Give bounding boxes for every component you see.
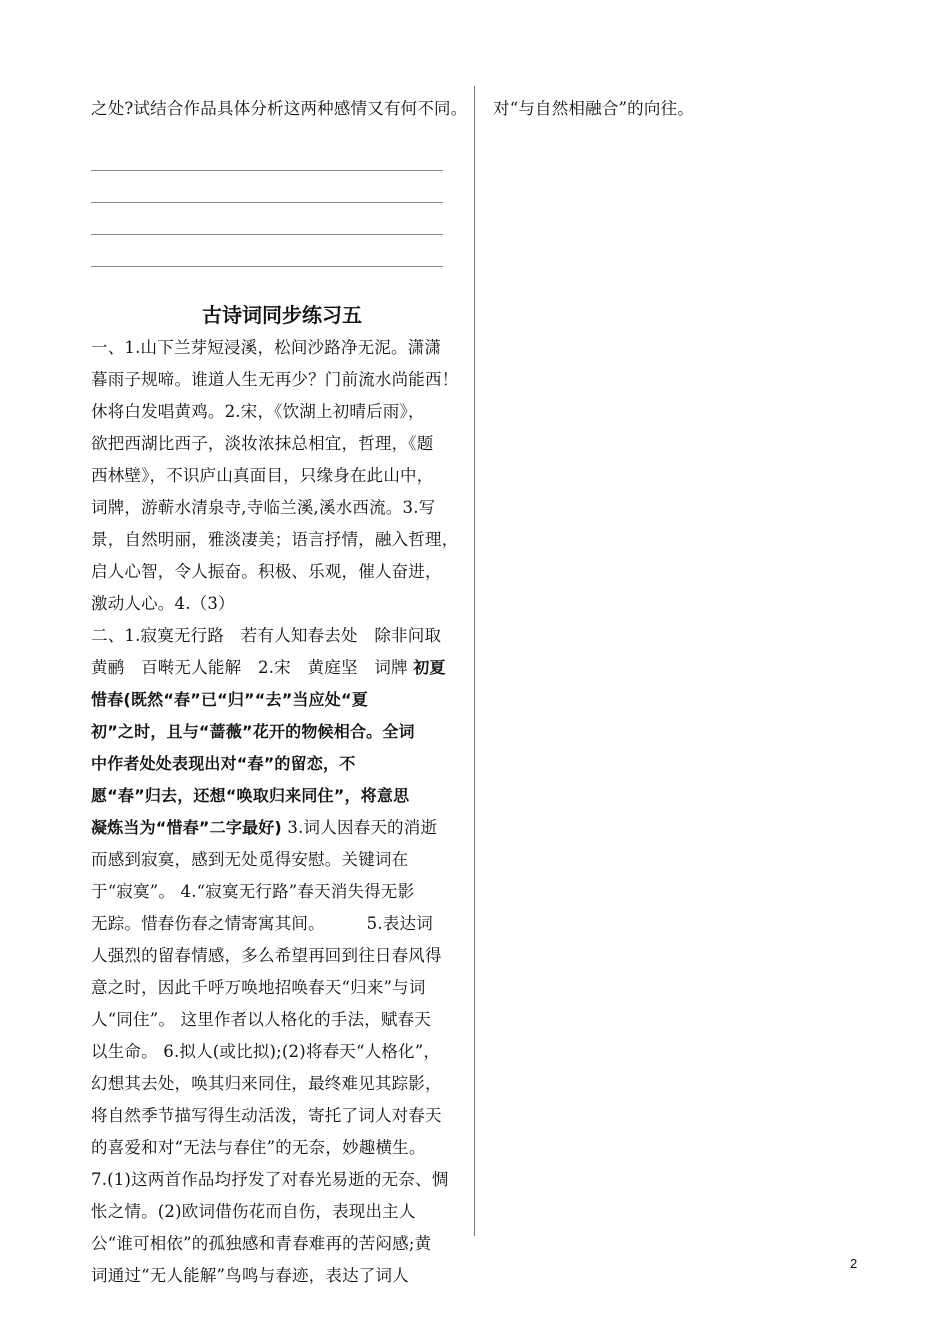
- left-column: [91, 93, 473, 1292]
- answer-line: [91, 234, 443, 235]
- answer-text-line: [91, 844, 473, 876]
- text-segment: 激动人心。4.（3）: [91, 594, 235, 613]
- answer-line: [91, 170, 443, 171]
- answer-text-line: [91, 780, 473, 812]
- text-segment: 二、1.寂寞无行路 若有人知春去处 除非问取: [91, 626, 442, 645]
- answer-text-line: [91, 524, 473, 556]
- answer-text-line: [91, 1260, 473, 1292]
- text-segment: 7.(1)这两首作品均抒发了对春光易逝的无奈、惆: [91, 1170, 449, 1189]
- answer-text-line: [91, 652, 473, 684]
- answer-line: [91, 266, 443, 267]
- text-segment: 休将白发唱黄鸡。2.宋，《饮湖上初晴后雨》，: [91, 402, 425, 421]
- text-segment: 启人心智，令人振奋。积极、乐观，催人奋进，: [91, 562, 442, 581]
- answer-text-line: [91, 1100, 473, 1132]
- question-continuation: 之处?试结合作品具体分析这两种感情又有何不同。: [91, 99, 468, 118]
- answer-text-line: [91, 1228, 473, 1260]
- answer-text-line: [91, 1196, 473, 1228]
- text-segment: 而感到寂寞，感到无处觅得安慰。关键词在: [91, 850, 409, 869]
- answer-text-line: [91, 1004, 473, 1036]
- right-column: [493, 93, 873, 125]
- answer-text-line: [91, 332, 473, 364]
- answer-text-line: [91, 364, 473, 396]
- answer-blank-lines: [91, 170, 473, 267]
- text-segment: 欲把西湖比西子，淡妆浓抹总相宜，哲理，《题: [91, 434, 434, 453]
- answer-text-line: [91, 908, 473, 940]
- text-segment: 一、1.山下兰芽短浸溪，松间沙路净无泥。潇潇: [91, 338, 442, 357]
- answer-text-line: [91, 1068, 473, 1100]
- text-segment: 以生命。 6.拟人(或比拟);(2)将春天“人格化”，: [91, 1042, 441, 1061]
- bold-text-segment: 初夏: [413, 658, 446, 677]
- text-segment: 3.词人因春天的消逝: [281, 818, 438, 837]
- bold-text-segment: 惜春(既然“春”已“归”“去”当应处“夏: [91, 690, 368, 709]
- answer-text-line: [91, 972, 473, 1004]
- bold-text-segment: 凝炼当为“惜春”二字最好): [91, 818, 282, 837]
- text-segment: 将自然季节描写得生动活泼，寄托了词人对春天: [91, 1106, 442, 1125]
- text-segment: 黄鹂 百啭无人能解 2.宋 黄庭坚 词牌: [91, 658, 414, 677]
- answer-text-line: [91, 588, 473, 620]
- text-segment: 无踪。惜春伤春之情寄寓其间。 5.表达词: [91, 914, 433, 933]
- text-segment: 词牌，游蕲水清泉寺,寺临兰溪,溪水西流。3.写: [91, 498, 436, 517]
- text-segment: 人“同住”。 这里作者以人格化的手法，赋春天: [91, 1010, 432, 1029]
- page-number: 2: [850, 1256, 858, 1271]
- answer-text-line: [91, 1036, 473, 1068]
- text-segment: 于“寂寞”。 4.“寂寞无行路”春天消失得无影: [91, 882, 415, 901]
- answer-text-line: [91, 716, 473, 748]
- answer-line: [91, 202, 443, 203]
- answer-text-line: [91, 812, 473, 844]
- column-divider: [474, 86, 475, 1236]
- right-column-text: 对“与自然相融合”的向往。: [493, 99, 694, 118]
- text-segment: 意之时，因此千呼万唤地招唤春天“归来”与词: [91, 978, 426, 997]
- answer-text-line: [91, 492, 473, 524]
- answer-text-line: [91, 460, 473, 492]
- text-segment: 公“谁可相依”的孤独感和青春难再的苦闷感;黄: [91, 1234, 432, 1253]
- answer-text-line: [91, 940, 473, 972]
- answer-text-line: [91, 556, 473, 588]
- answer-key-body: [91, 332, 473, 1292]
- text-segment: 景，自然明丽，雅淡凄美；语言抒情，融入哲理，: [91, 530, 459, 549]
- answer-text-line: [91, 1164, 473, 1196]
- text-segment: 的喜爱和对“无法与春住”的无奈，妙趣横生。: [91, 1138, 426, 1157]
- bold-text-segment: 中作者处处表现出对“春”的留恋，不: [91, 754, 356, 773]
- answer-text-line: [91, 684, 473, 716]
- answer-text-line: [91, 748, 473, 780]
- answer-text-line: [91, 620, 473, 652]
- section-title: 古诗词同步练习五: [202, 303, 362, 327]
- text-segment: 人强烈的留春情感，多么希望再回到往日春风得: [91, 946, 442, 965]
- answer-text-line: [91, 396, 473, 428]
- text-segment: 怅之情。(2)欧词借伤花而自伤，表现出主人: [91, 1202, 416, 1221]
- answer-text-line: [91, 876, 473, 908]
- text-segment: 幻想其去处，唤其归来同住，最终难见其踪影，: [91, 1074, 442, 1093]
- text-segment: 西林壁》，不识庐山真面目，只缘身在此山中，: [91, 466, 434, 485]
- bold-text-segment: 愿“春”归去，还想“唤取归来同住”，将意思: [91, 786, 410, 805]
- answer-text-line: [91, 428, 473, 460]
- text-segment: 暮雨子规啼。谁道人生无再少？门前流水尚能西！: [91, 370, 459, 389]
- answer-text-line: [91, 1132, 473, 1164]
- text-segment: 词通过“无人能解”鸟鸣与春迹，表达了词人: [91, 1266, 409, 1285]
- bold-text-segment: 初”之时，且与“蔷薇”花开的物候相合。全词: [91, 722, 415, 741]
